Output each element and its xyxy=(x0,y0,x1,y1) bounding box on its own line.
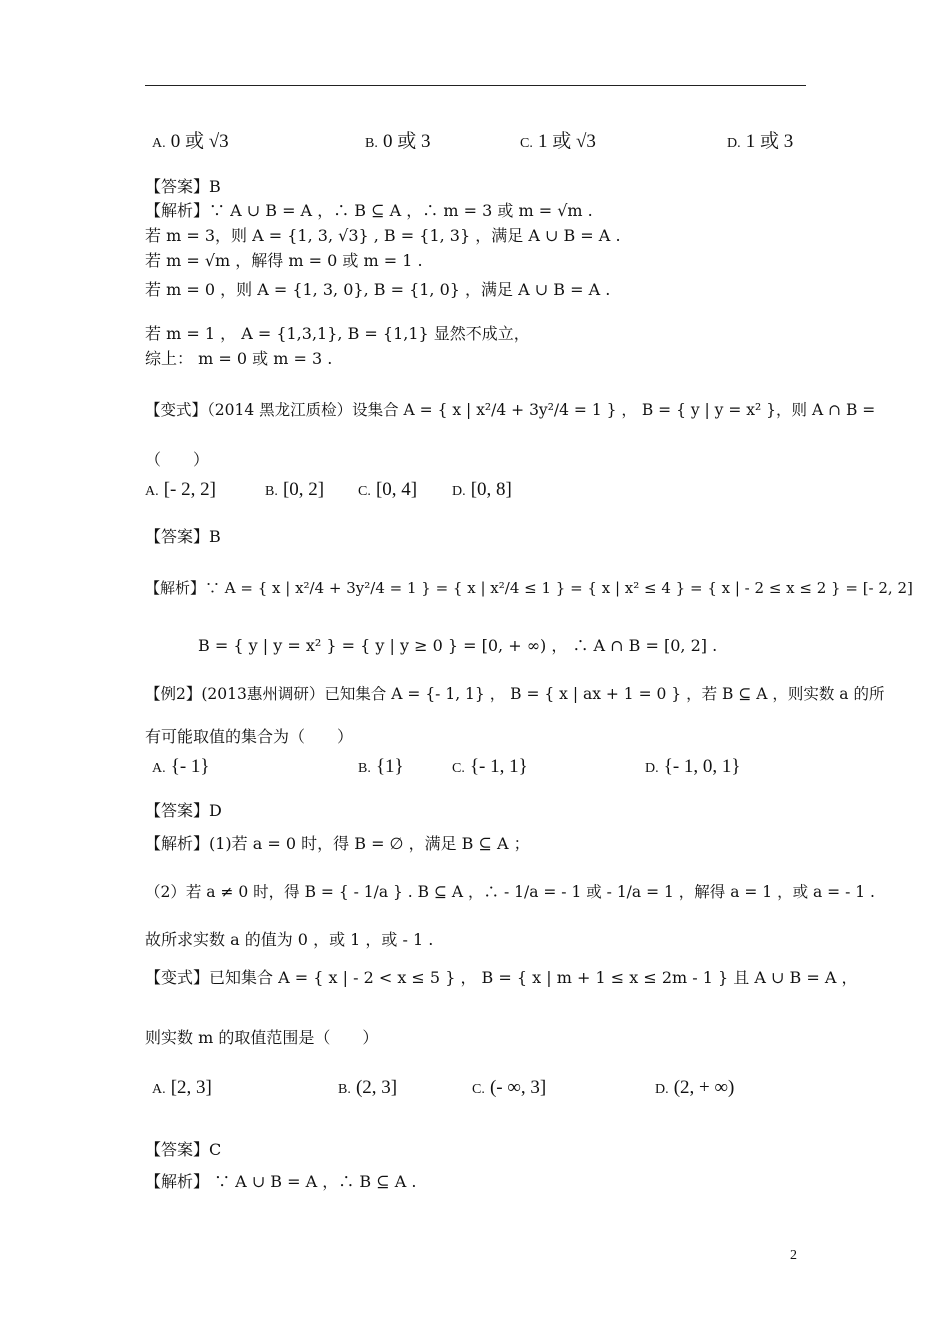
example2-answer: 【答案】D xyxy=(145,801,222,820)
header-rule xyxy=(145,85,806,86)
q1-option-b: B. 0 或 3 xyxy=(365,131,431,152)
variant2-option-c: C. (- ∞, 3] xyxy=(472,1077,547,1098)
page-number: 2 xyxy=(790,1248,797,1263)
q1-solution-line: 综上： m = 0 或 m = 3 . xyxy=(145,349,333,368)
example2-option-d: D. {- 1, 0, 1} xyxy=(645,756,741,777)
example2-solution-line: 故所求实数 a 的值为 0 ，或 1 ，或 - 1 . xyxy=(145,930,434,949)
example2-solution-line: 【解析】(1)若 a = 0 时，得 B = ∅ ，满足 B ⊆ A ； xyxy=(145,834,530,853)
q1-solution-line: 【解析】∵ A ∪ B = A ，∴ B ⊆ A ，∴ m = 3 或 m = √m . xyxy=(145,201,593,220)
variant1-stem: 【变式】（2014 黑龙江质检）设集合 A = { x | x²/4 + 3y²/4 = 1 } ， B = { y | y = x² }，则 A ∩ B = xyxy=(145,401,876,419)
variant2-solution-line: 【解析】 ∵ A ∪ B = A ，∴ B ⊆ A . xyxy=(145,1172,417,1191)
variant2-option-a: A. [2, 3] xyxy=(152,1077,212,1098)
variant2-answer: 【答案】C xyxy=(145,1140,222,1159)
variant1-option-d: D. [0, 8] xyxy=(452,479,512,500)
variant1-option-c: C. [0, 4] xyxy=(358,479,418,500)
q1-solution-line: 若 m = 0 ，则 A = {1, 3, 0}, B = {1, 0} ，满足 A ∪ B = A . xyxy=(145,280,611,299)
q1-answer: 【答案】B xyxy=(145,177,221,196)
variant2-stem-cont: 则实数 m 的取值范围是（ ） xyxy=(145,1028,379,1047)
variant1-answer: 【答案】B xyxy=(145,527,221,546)
variant1-solution-line: 【解析】∵ A = { x | x²/4 + 3y²/4 = 1 } = { x | x²/4 ≤ 1 } = { x | x² ≤ 4 } = { x | - 2 ≤ x ≤ 2 } = [- 2, 2] xyxy=(145,579,913,597)
example2-stem-cont: 有可能取值的集合为（ ） xyxy=(145,727,354,746)
example2-solution-line: （2）若 a ≠ 0 时，得 B = { - 1/a } . B ⊆ A ，∴ - 1/a = - 1 或 - 1/a = 1 ，解得 a = 1 ，或 a = - 1 . xyxy=(145,883,875,901)
q1-solution-line: 若 m = 1 ， A = {1,3,1}, B = {1,1} 显然不成立， xyxy=(145,324,530,343)
variant2-option-d: D. (2, + ∞) xyxy=(655,1077,735,1098)
variant1-blank: （ ） xyxy=(145,450,210,469)
variant1-option-b: B. [0, 2] xyxy=(265,479,325,500)
q1-option-a: A. 0 或 √3 xyxy=(152,131,229,152)
variant2-stem: 【变式】已知集合 A = { x | - 2 < x ≤ 5 } ， B = { x | m + 1 ≤ x ≤ 2m - 1 } 且 A ∪ B = A ， xyxy=(145,968,858,987)
variant1-solution-line: B = { y | y = x² } = { y | y ≥ 0 } = [0, + ∞) ， ∴ A ∩ B = [0, 2] . xyxy=(198,636,718,655)
variant2-option-b: B. (2, 3] xyxy=(338,1077,398,1098)
example2-option-b: B. {1} xyxy=(358,756,404,777)
q1-option-d: D. 1 或 3 xyxy=(727,131,794,152)
variant1-option-a: A. [- 2, 2] xyxy=(145,479,216,500)
example2-option-a: A. {- 1} xyxy=(152,756,210,777)
q1-solution-line: 若 m = √m ，解得 m = 0 或 m = 1 . xyxy=(145,251,423,270)
q1-option-c: C. 1 或 √3 xyxy=(520,131,596,152)
example2-option-c: C. {- 1, 1} xyxy=(452,756,528,777)
q1-solution-line: 若 m = 3，则 A = {1, 3, √3} , B = {1, 3} ，满足 A ∪ B = A . xyxy=(145,226,621,245)
example2-stem: 【例2】(2013惠州调研）已知集合 A = {- 1, 1} ， B = { x | ax + 1 = 0 } ，若 B ⊆ A ，则实数 a 的所 xyxy=(145,685,885,703)
